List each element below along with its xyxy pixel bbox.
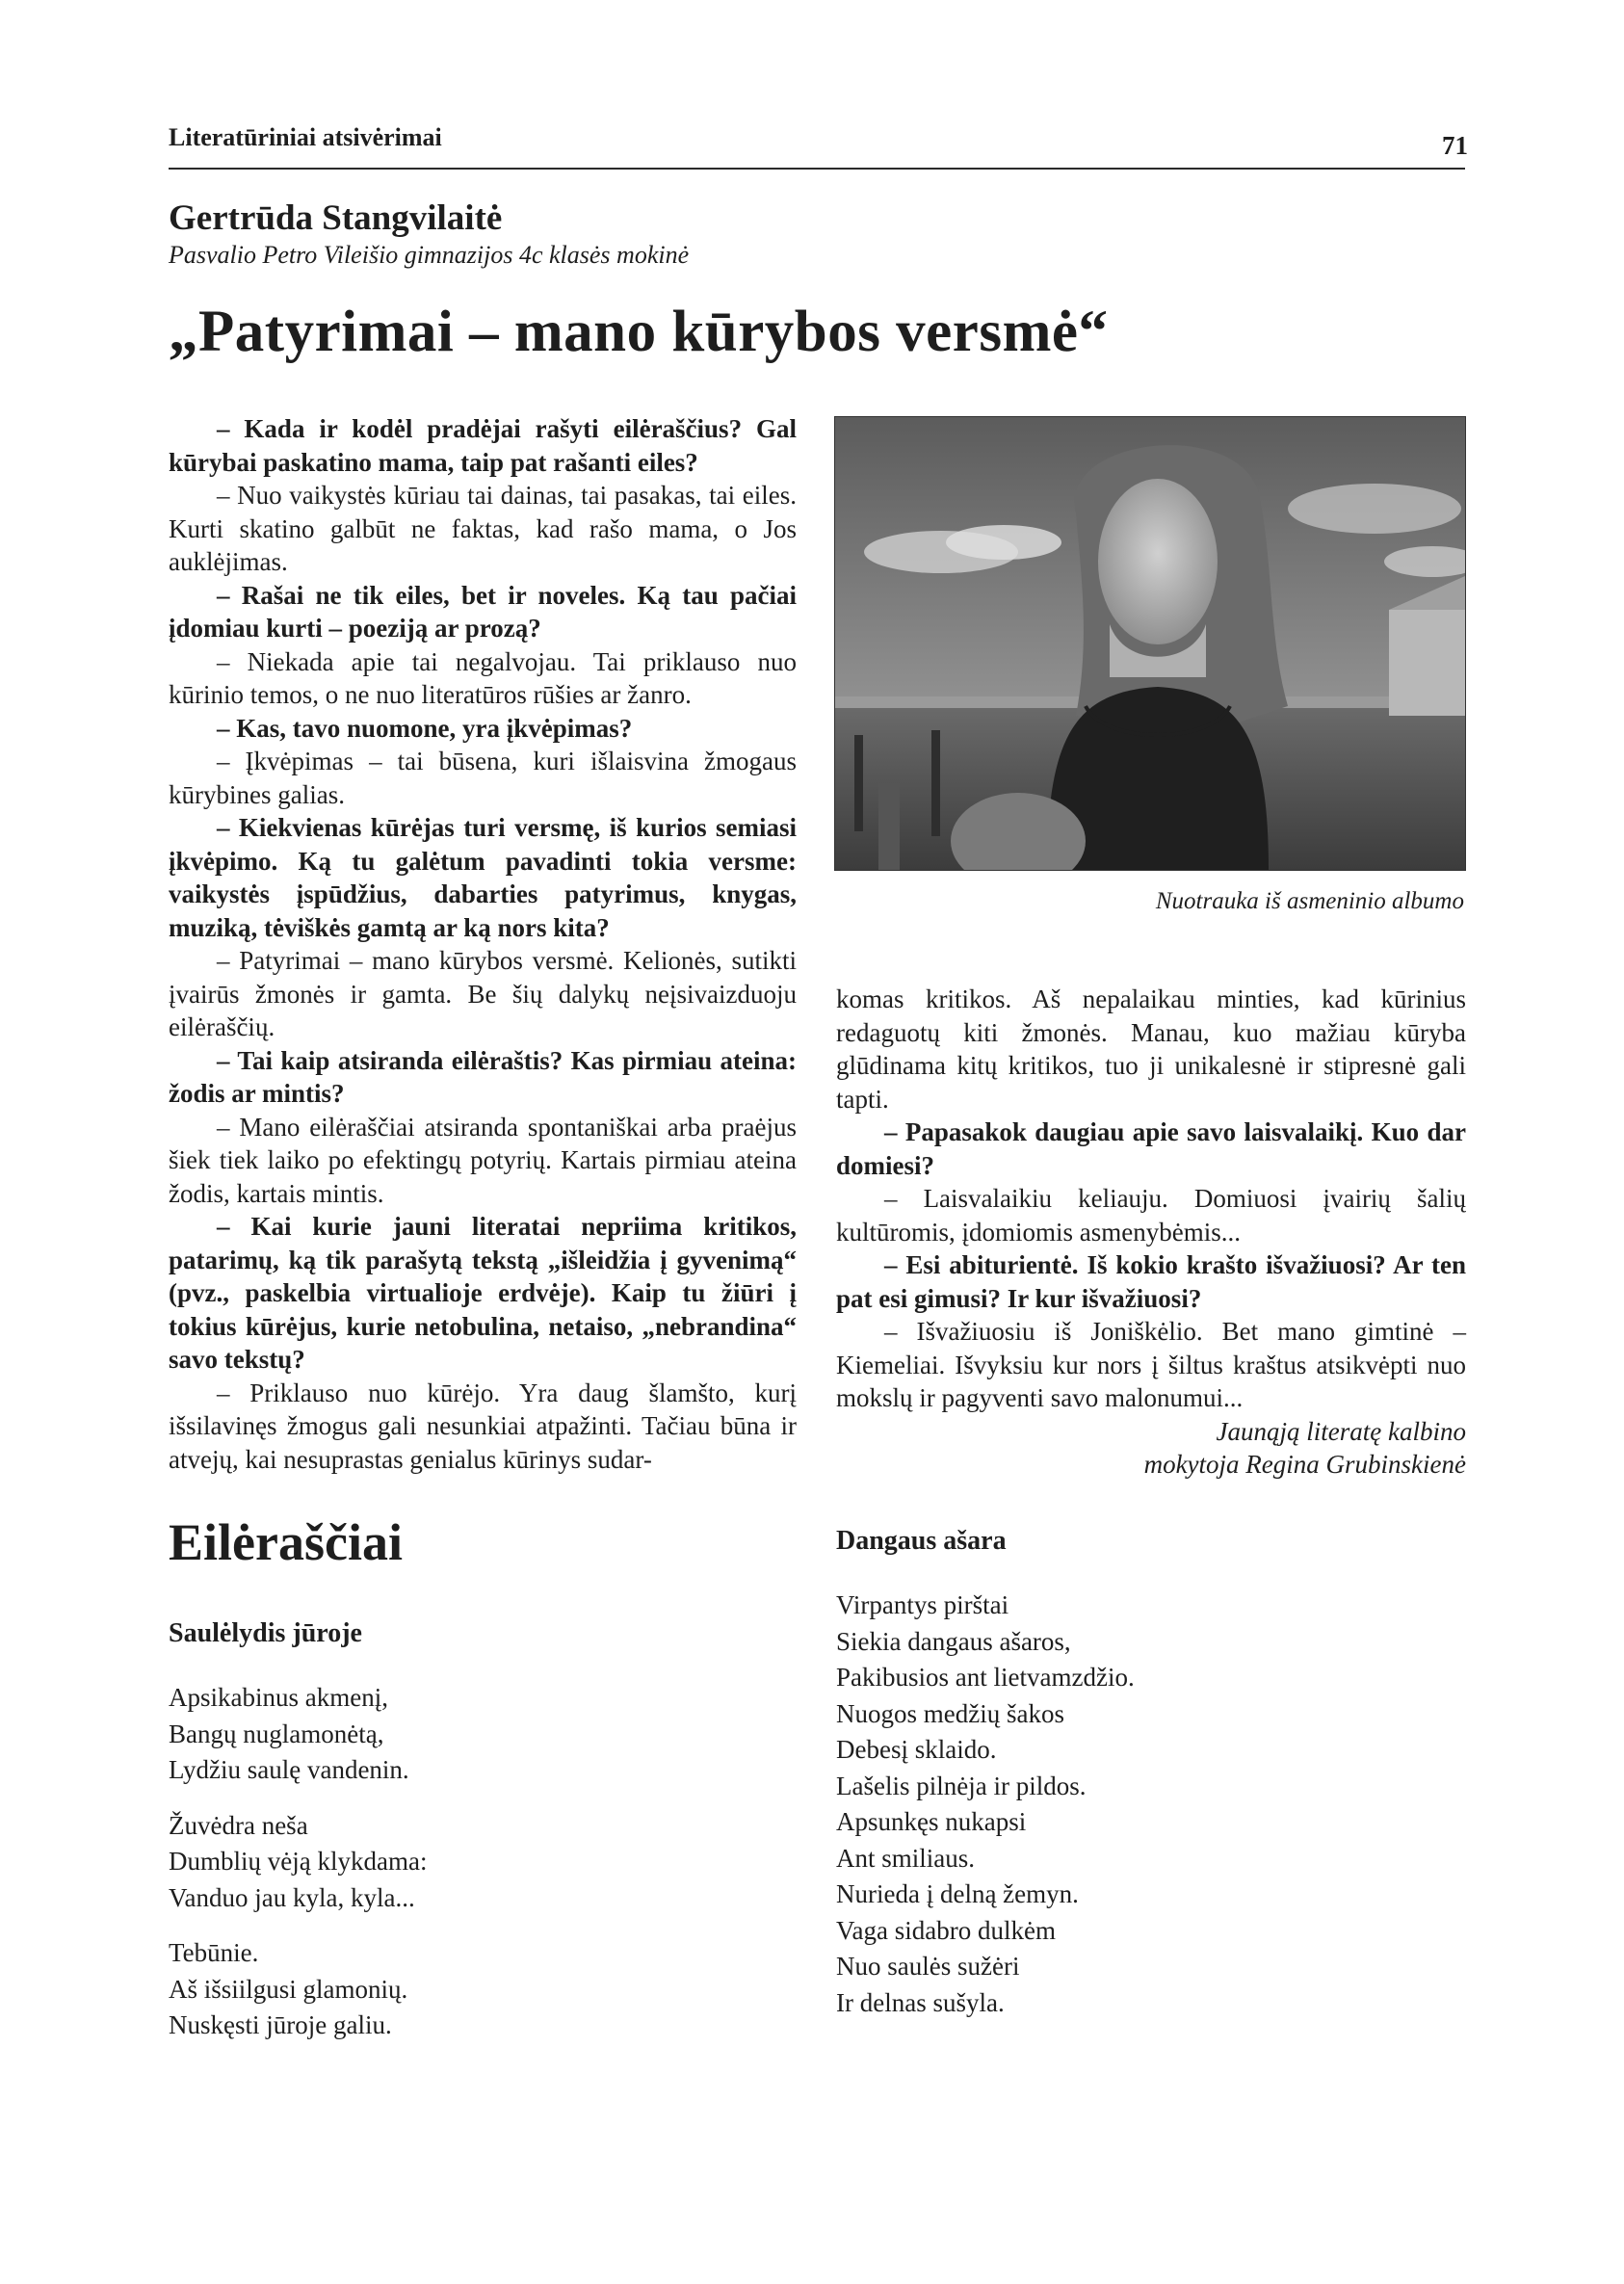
poem-line: Apsunkęs nukapsi [836, 1807, 1027, 1836]
interview-paragraph: – Priklauso nuo kūrėjo. Yra daug šlamšto, kurį išsilavinęs žmogus gali nesunkiai atpažinti. Tačiau būna ir atvejų, kai nesuprastas genialus kūrinys sudar- [169, 1378, 797, 1474]
interview-paragraph: – Nuo vaikystės kūriau tai dainas, tai pasakas, tai eiles. Kurti skatino galbūt ne faktas, kad rašo mama, o Jos auklėjimas. [169, 481, 797, 576]
poem-line: Lašelis pilnėja ir pildos. [836, 1771, 1087, 1800]
poem-stanza [169, 1808, 747, 1917]
poem-line: Aš išsiilgusi glamonių. [169, 1974, 408, 2004]
interview-paragraph: – Kada ir kodėl pradėjai rašyti eilėraščius? Gal kūrybai paskatino mama, taip pat rašanti eiles? [169, 414, 797, 477]
poem-title: Dangaus ašara [836, 1526, 1007, 1556]
poem-line: Vaga sidabro dulkėm [836, 1915, 1056, 1945]
poem-line: Tebūnie. [169, 1938, 259, 1967]
portrait-photo [834, 416, 1466, 871]
poem-line: Siekia dangaus ašaros, [836, 1626, 1071, 1656]
interview-paragraph: – Rašai ne tik eiles, bet ir noveles. Ką tau pačiai įdomiau kurti – poeziją ar prozą? [169, 580, 797, 643]
interview-paragraph: – Tai kaip atsiranda eilėraštis? Kas pirmiau ateina: žodis ar mintis? [169, 1045, 797, 1108]
interview-paragraph: – Niekada apie tai negalvojau. Tai priklauso nuo kūrinio temos, o ne nuo literatūros rūšies ar žanro. [169, 646, 797, 709]
author-affiliation: Pasvalio Petro Vileišio gimnazijos 4c klasės mokinė [169, 241, 690, 269]
interview-paragraph: – Papasakok daugiau apie savo laisvalaikį. Kuo dar domiesi? [836, 1117, 1466, 1180]
article-title: „Patyrimai – mano kūrybos versmė“ [169, 300, 1109, 364]
poem-line: Pakibusios ant lietvamzdžio. [836, 1663, 1135, 1692]
interview-paragraph: – Laisvalaikiu keliauju. Domiuosi įvairių šalių kultūromis, įdomiomis asmenybėmis... [836, 1184, 1466, 1247]
poem-line: Bangų nuglamonėtą, [169, 1719, 384, 1748]
interviewer-credit-line2: mokytoja Regina Grubinskienė [1143, 1450, 1466, 1479]
poem-body [836, 1588, 1414, 2040]
poem-line: Ir delnas sušyla. [836, 1987, 1005, 2017]
poem-line: Ant smiliaus. [836, 1843, 976, 1873]
poem-line: Nurieda į delną žemyn. [836, 1879, 1079, 1908]
interview-right-column [836, 983, 1466, 1482]
author-name: Gertrūda Stangvilaitė [169, 198, 503, 238]
poem-line: Debesį sklaido. [836, 1735, 997, 1764]
interviewer-credit-line1: Jaunąją literatę kalbino [1216, 1416, 1466, 1446]
poem-stanza [836, 1588, 1414, 2021]
running-head: Literatūriniai atsivėrimai [169, 123, 442, 151]
poem-title: Saulėlydis jūroje [169, 1618, 362, 1648]
interview-paragraph: – Kas, tavo nuomone, yra įkvėpimas? [217, 713, 633, 743]
poem-line: Vanduo jau kyla, kyla... [169, 1882, 415, 1912]
interview-paragraph: – Kiekvienas kūrėjas turi versmę, iš kurios semiasi įkvėpimo. Ką tu galėtum pavadinti tokia versme: vaikystės įspūdžius, dabarties patyrimus, knygas, muziką, tėviškės gamtą ar ką nors kita? [169, 813, 797, 942]
poem-line: Dumblių vėją klykdama: [169, 1847, 428, 1876]
poem-line: Virpantys pirštai [836, 1590, 1009, 1619]
poem-line: Nuskęsti jūroje galiu. [169, 2010, 392, 2039]
poem-line: Lydžiu saulę vandenin. [169, 1755, 409, 1784]
interview-paragraph: – Įkvėpimas – tai būsena, kuri išlaisvina žmogaus kūrybines galias. [169, 747, 797, 809]
poem-line: Apsikabinus akmenį, [169, 1683, 388, 1712]
poem-body [169, 1680, 747, 2063]
poem-stanza [169, 1680, 747, 1789]
poem-line: Nuo saulės sužėri [836, 1952, 1020, 1981]
poem-line: Nuogos medžių šakos [836, 1698, 1064, 1728]
interview-paragraph: – Kai kurie jauni literatai nepriima kritikos, patarimų, ką tik parašytą tekstą „išleidžia į gyvenimą“ (pvz., paskelbia virtualioje erdvėje). Kaip tu žiūri į tokius kūrėjus, kurie netobulina, netaiso, „nebrandina“ savo tekstų? [169, 1212, 797, 1374]
page-number: 71 [1442, 131, 1468, 160]
interview-paragraph: – Patyrimai – mano kūrybos versmė. Kelionės, sutikti įvairūs žmonės ir gamta. Be šių dalykų neįsivaizduoju eilėraščių. [169, 946, 797, 1041]
poem-stanza [169, 1935, 747, 2044]
header-rule [169, 168, 1465, 170]
photo-caption: Nuotrauka iš asmeninio albumo [1155, 888, 1464, 914]
interview-paragraph: – Mano eilėraščiai atsiranda spontaniškai arba praėjus šiek tiek laiko po efektingų potyrių. Kartais pirmiau ateina žodis, kartais mintis. [169, 1112, 797, 1208]
interview-paragraph: – Esi abiturientė. Iš kokio krašto išvažiuosi? Ar ten pat esi gimusi? Ir kur išvažiuosi? [836, 1250, 1466, 1313]
interview-paragraph: – Išvažiuosiu iš Joniškėlio. Bet mano gimtinė – Kiemeliai. Išvyksiu kur nors į šiltus kraštus atsikvėpti nuo mokslų ir pagyventi savo malonumui... [836, 1317, 1466, 1412]
interview-left-column [169, 412, 797, 1476]
poem-line: Žuvėdra neša [169, 1810, 308, 1840]
interview-continuation: komas kritikos. Aš nepalaikau minties, kad kūrinius redaguotų kiti žmonės. Manau, kuo mažiau kūryba glūdinama kitų kritikos, tuo ji unikalesnė ir stipresnė gali tapti. [836, 984, 1466, 1114]
poems-section-title: Eilėraščiai [169, 1513, 403, 1571]
